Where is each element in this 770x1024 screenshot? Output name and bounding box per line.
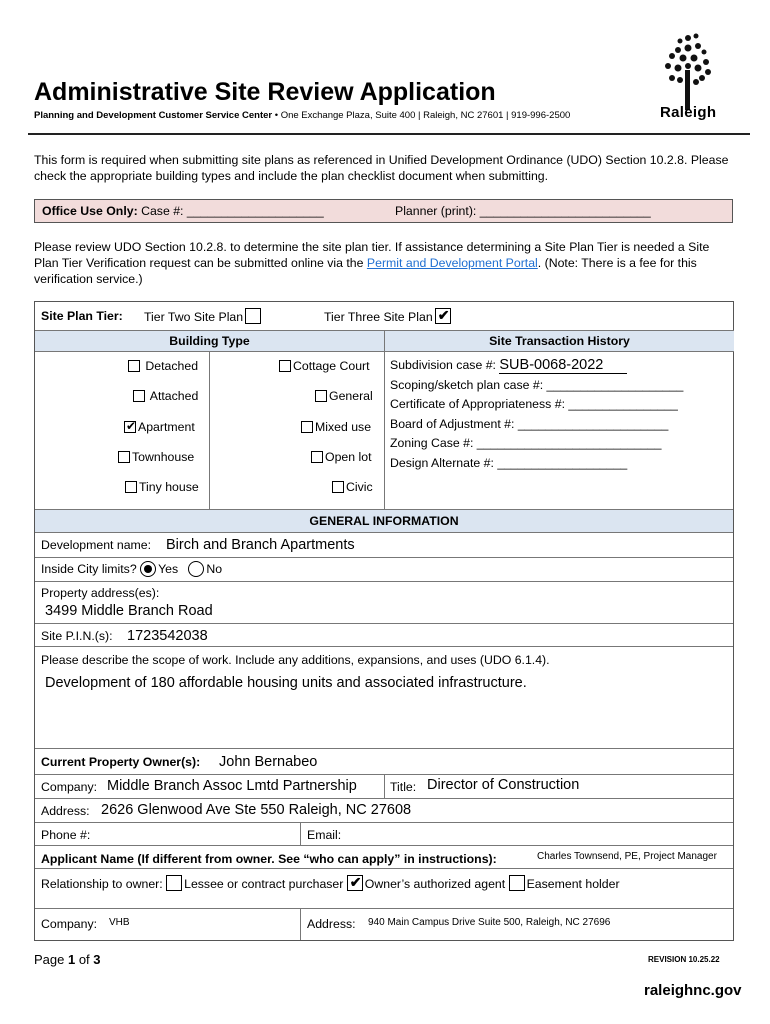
page-total: 3 xyxy=(93,952,101,967)
lessee-checkbox[interactable] xyxy=(166,875,182,891)
owner-title-label: Title: xyxy=(390,780,417,794)
city-limits-label: Inside City limits? xyxy=(41,562,137,576)
coa-field[interactable]: Certificate of Appropriateness #: ________________ xyxy=(390,397,678,411)
bt-civic[interactable] xyxy=(332,480,373,494)
applicant-company-label: Company: xyxy=(41,917,98,931)
relationship-label: Relationship to owner: xyxy=(41,877,163,891)
office-case xyxy=(42,204,324,218)
pin-field[interactable]: 1723542038 xyxy=(127,628,208,644)
owner-address-field[interactable]: 2626 Glenwood Ave Ste 550 Raleigh, NC 27608 xyxy=(101,802,412,818)
easement-holder-label: Easement holder xyxy=(526,877,620,891)
permit-portal-link[interactable]: Permit and Development Portal xyxy=(366,256,538,270)
bt-townhouse-label: Townhouse xyxy=(132,450,195,464)
bt-attached[interactable] xyxy=(133,389,198,403)
office-use-label: Office Use Only: xyxy=(42,204,138,218)
tier-two-option[interactable] xyxy=(144,308,263,324)
city-limits-row xyxy=(41,561,222,577)
property-label: Property address(es): xyxy=(41,586,160,600)
review-text-2: . (Note: There is a fee for this verification service.) xyxy=(34,256,697,286)
bt-attached-label: Attached xyxy=(149,389,199,403)
bt-apartment[interactable] xyxy=(124,420,195,434)
bt-detached[interactable] xyxy=(128,359,198,373)
revision-label: REVISION 10.25.22 xyxy=(648,955,720,964)
design-alternate-field[interactable]: Design Alternate #: ___________________ xyxy=(390,456,628,470)
owner-field[interactable]: John Bernabeo xyxy=(219,754,318,770)
owner-company-label: Company: xyxy=(41,780,98,794)
page-current: 1 xyxy=(67,952,76,967)
phone-label[interactable]: Phone #: xyxy=(41,828,91,842)
bt-townhouse[interactable] xyxy=(118,450,194,464)
page-of: of xyxy=(75,952,94,967)
zoning-case-field[interactable]: Zoning Case #: ___________________________ xyxy=(390,436,662,450)
lessee-label: Lessee or contract purchaser xyxy=(184,877,344,891)
page-title: Administrative Site Review Application xyxy=(34,78,496,106)
check-icon: ✔ xyxy=(437,307,450,323)
bt-open-lot[interactable] xyxy=(311,450,372,464)
bt-general-label: General xyxy=(329,389,373,403)
row-divider xyxy=(35,822,733,823)
pin-label: Site P.I.N.(s): xyxy=(41,629,113,643)
scoping-case-field[interactable]: Scoping/sketch plan case #: ____________________ xyxy=(390,378,684,392)
city-limits-no-radio[interactable] xyxy=(188,561,204,577)
applicant-company-field[interactable]: VHB xyxy=(109,917,130,928)
col-divider xyxy=(300,822,301,845)
bt-cottage-court-label: Cottage Court xyxy=(293,359,370,373)
easement-holder-checkbox[interactable] xyxy=(509,875,525,891)
tier-three-label: Tier Three Site Plan xyxy=(324,310,433,324)
email-label[interactable]: Email: xyxy=(307,828,342,842)
no-label: No xyxy=(206,562,223,576)
boa-field[interactable]: Board of Adjustment #: ______________________ xyxy=(390,417,669,431)
bt-mixed-use[interactable] xyxy=(301,420,371,434)
dev-name-label: Development name: xyxy=(41,538,152,552)
tier-two-label: Tier Two Site Plan xyxy=(144,310,244,324)
row-divider xyxy=(35,845,733,846)
general-checkbox[interactable] xyxy=(315,390,327,402)
check-icon: ✔ xyxy=(349,874,362,890)
applicant-field[interactable]: Charles Townsend, PE, Project Manager xyxy=(537,851,717,862)
logo-text: Raleigh xyxy=(660,104,717,121)
building-col-divider xyxy=(209,352,210,509)
row-divider xyxy=(35,798,733,799)
yes-label: Yes xyxy=(158,562,179,576)
mixed-use-checkbox[interactable] xyxy=(301,421,313,433)
tiny-house-checkbox[interactable] xyxy=(125,481,137,493)
subtitle-office: Planning and Development Customer Service Center xyxy=(34,110,273,121)
bt-cottage-court[interactable] xyxy=(279,359,370,373)
page-subtitle xyxy=(34,110,570,121)
open-lot-checkbox[interactable] xyxy=(311,451,323,463)
bt-detached-label: Detached xyxy=(145,359,199,373)
row-divider xyxy=(35,868,733,869)
property-field[interactable]: 3499 Middle Branch Road xyxy=(45,603,213,619)
application-table xyxy=(34,301,734,941)
bt-general[interactable] xyxy=(315,389,373,403)
row-divider xyxy=(35,623,733,624)
general-info-header: GENERAL INFORMATION xyxy=(35,509,733,533)
office-planner-field[interactable]: Planner (print): _________________________ xyxy=(395,204,651,218)
row-divider xyxy=(35,581,733,582)
bt-civic-label: Civic xyxy=(346,480,373,494)
col-divider xyxy=(300,908,301,940)
row-divider xyxy=(35,908,733,909)
bt-tiny-house-label: Tiny house xyxy=(139,480,199,494)
owner-row xyxy=(41,755,200,769)
owner-company-field[interactable]: Middle Branch Assoc Lmtd Partnership xyxy=(107,778,357,794)
radio-selected-dot xyxy=(144,565,152,573)
tier-label: Site Plan Tier: xyxy=(41,309,123,323)
row-divider xyxy=(35,748,733,749)
authorized-agent-label: Owner’s authorized agent xyxy=(364,877,506,891)
applicant-row xyxy=(41,852,497,866)
review-text-1: Please review UDO Section 10.2.8. to determine the site plan tier. If assistance determining a Site Plan Tier is needed a Site Plan Tier Verification request can be submitted online via the xyxy=(34,240,710,270)
cottage-court-checkbox[interactable] xyxy=(279,360,291,372)
row-divider xyxy=(35,557,733,558)
intro-text: This form is required when submitting site plans as referenced in Unified Development Ordinance (UDO) Section 10.2.8. Please check the appropriate building types and include the plan checklist document when submitting. xyxy=(34,153,729,183)
page-number xyxy=(34,952,101,967)
tier-three-checkbox[interactable] xyxy=(435,308,451,324)
bt-tiny-house[interactable] xyxy=(125,480,199,494)
city-limits-yes-radio[interactable] xyxy=(140,561,156,577)
tier-row xyxy=(41,309,123,323)
subdivision-case[interactable] xyxy=(390,357,627,374)
bt-mixed-use-label: Mixed use xyxy=(315,420,372,434)
header-divider xyxy=(28,133,750,135)
review-text xyxy=(34,239,734,287)
col-divider xyxy=(384,774,385,798)
townhouse-checkbox[interactable] xyxy=(118,451,130,463)
detached-checkbox[interactable] xyxy=(128,360,140,372)
subdivision-value[interactable]: SUB-0068-2022 xyxy=(499,357,627,374)
applicant-label: Applicant Name (If different from owner. See “who can apply” in instructions): xyxy=(41,852,497,866)
page-prefix: Page xyxy=(34,952,68,967)
attached-checkbox[interactable] xyxy=(133,390,145,402)
subdivision-label: Subdivision case #: xyxy=(390,358,496,372)
dev-name-field[interactable]: Birch and Branch Apartments xyxy=(166,537,355,553)
authorized-agent-checkbox[interactable] xyxy=(347,875,363,891)
bt-open-lot-label: Open lot xyxy=(325,450,372,464)
scope-field[interactable]: Development of 180 affordable housing units and associated infrastructure. xyxy=(45,675,527,691)
building-type-header: Building Type xyxy=(35,330,384,352)
bt-apartment-label: Apartment xyxy=(138,420,195,434)
owner-address-label: Address: xyxy=(41,804,90,818)
owner-title-field[interactable]: Director of Construction xyxy=(427,777,580,793)
relationship-row xyxy=(41,875,620,891)
civic-checkbox[interactable] xyxy=(332,481,344,493)
apartment-checkbox[interactable] xyxy=(124,421,136,433)
tier-two-checkbox[interactable] xyxy=(245,308,261,324)
applicant-address-label: Address: xyxy=(307,917,356,931)
applicant-address-field[interactable]: 940 Main Campus Drive Suite 500, Raleigh, NC 27696 xyxy=(368,917,611,928)
website-label: raleighnc.gov xyxy=(644,982,742,999)
history-header: Site Transaction History xyxy=(384,330,734,352)
office-use-box xyxy=(34,199,733,223)
history-col-divider xyxy=(384,352,385,509)
scope-label: Please describe the scope of work. Include any additions, expansions, and uses (UDO 6.1.4). xyxy=(41,653,550,667)
owner-label: Current Property Owner(s): xyxy=(41,755,201,769)
office-case-field[interactable]: Case #: ____________________ xyxy=(137,204,324,218)
subtitle-address: • One Exchange Plaza, Suite 400 | Raleigh, NC 27601 | 919-996-2500 xyxy=(272,110,571,121)
check-icon: ✔ xyxy=(126,419,137,433)
tier-three-option[interactable] xyxy=(324,308,453,324)
row-divider xyxy=(35,646,733,647)
